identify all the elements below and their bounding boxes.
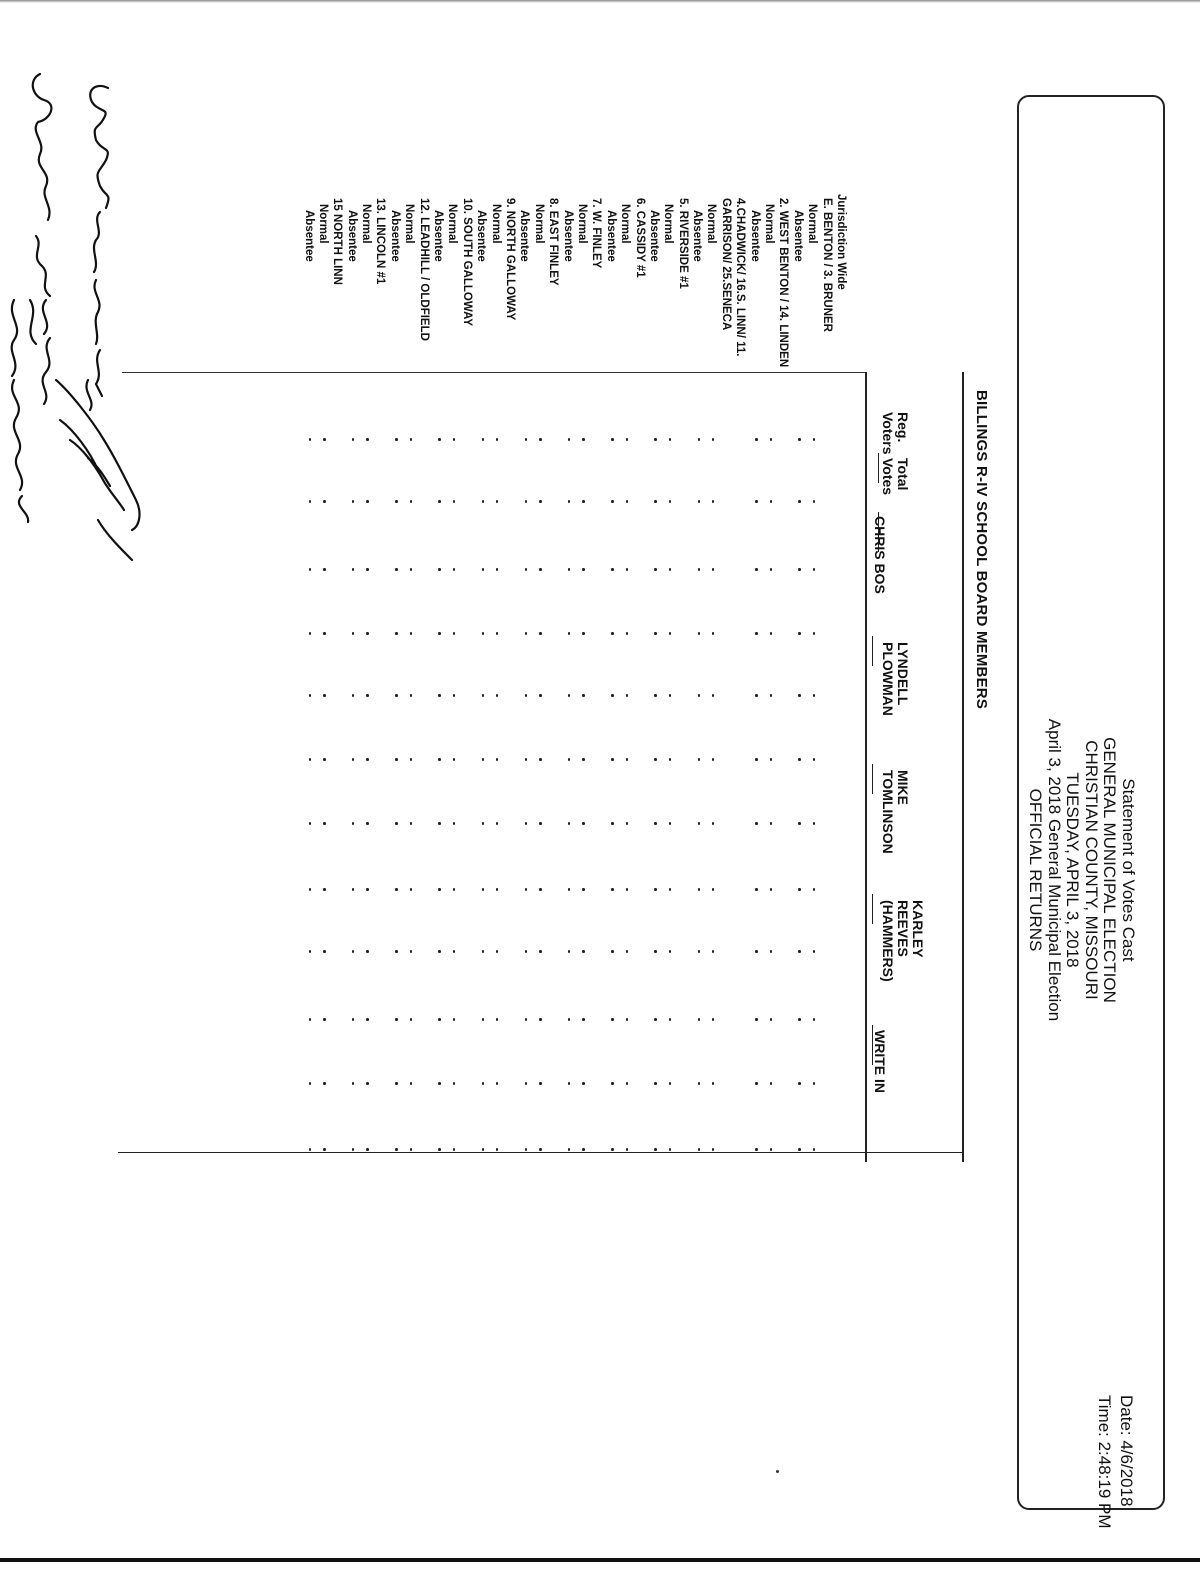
col-header-mike-tomlinson: MIKE TOMLINSON [880, 770, 911, 854]
row-label: 6. CASSIDY #1 [633, 198, 646, 278]
row-label: Normal [662, 204, 675, 244]
row-label: 12. LEADHILL / OLDFIELD [417, 198, 430, 341]
col-header-karley-reeves: KARLEY REEVES (HAMMERS) [880, 900, 926, 982]
title-line: TUESDAY, APRIL 3, 2018 [1063, 772, 1083, 968]
row-label: Absentee [691, 210, 704, 262]
row-label: Absentee [475, 210, 488, 262]
row-label: 2. WEST BENTON / 14. LINDEN [777, 198, 790, 368]
row-label: Normal [403, 204, 416, 244]
row-label: Absentee [791, 210, 804, 262]
row-label: Normal [763, 204, 776, 244]
row-label: 5. RIVERSIDE #1 [676, 198, 689, 289]
row-label: 4.CHADWICK/ 16.S. LINN/ 11. [734, 198, 747, 357]
row-label: Absentee [302, 210, 315, 262]
scan-speck [776, 1470, 779, 1473]
row-label: 13. LINCOLN #1 [374, 198, 387, 285]
row-label: 7. W. FINLEY [590, 198, 603, 269]
row-label: 15 NORTH LINN [331, 198, 344, 285]
title-line: April 3, 2018 General Municipal Election [1045, 718, 1064, 1022]
row-label: E. BENTON / 3. BRUNER [820, 198, 833, 332]
title-line: CHRISTIAN COUNTY, MISSOURI [1082, 740, 1101, 1000]
row-label: Normal [575, 204, 588, 244]
col-header-write-in: WRITE IN [872, 1030, 888, 1093]
row-label: 8. EAST FINLEY [547, 198, 560, 286]
row-label: Absentee [604, 210, 617, 262]
row-label: Normal [360, 204, 373, 244]
col-header-total-votes: Total Votes [880, 458, 911, 496]
report-time: Time: 2:48:19 PM [1095, 1395, 1114, 1529]
row-label: Normal [619, 204, 632, 244]
title-line: GENERAL MUNICIPAL ELECTION [1100, 737, 1120, 1003]
col-header-reg-voters: Reg. Voters [880, 412, 911, 455]
row-label: Absentee [388, 210, 401, 262]
row-label: Absentee [432, 210, 445, 262]
row-label: Normal [806, 204, 819, 244]
title-line: OFFICIAL RETURNS [1026, 788, 1046, 952]
report-date: Date: 4/6/2018 [1117, 1395, 1136, 1507]
row-label: Absentee [647, 210, 660, 262]
row-label: 9. NORTH GALLOWAY [504, 198, 517, 321]
row-label: Normal [489, 204, 502, 244]
row-label: Normal [532, 204, 545, 244]
row-label: 10. SOUTH GALLOWAY [460, 198, 473, 327]
row-label: Absentee [561, 210, 574, 262]
row-label: Normal [446, 204, 459, 244]
scan-bottom-edge [0, 1558, 1200, 1562]
row-label: Normal [316, 204, 329, 244]
title-line: Statement of Votes Cast [1119, 778, 1138, 962]
race-title: BILLINGS R-IV SCHOOL BOARD MEMBERS [973, 390, 990, 710]
col-header-lyndell-plowman: LYNDELL PLOWMAN [880, 642, 911, 716]
col-header-chris-bos: CHRIS BOS [872, 516, 888, 594]
row-label: Normal [705, 204, 718, 244]
row-label: Jurisdiction Wide [835, 194, 847, 290]
row-label: GARRISON/ 25.SENECA [719, 198, 732, 331]
row-label: Absentee [748, 210, 761, 262]
row-label: Absentee [345, 210, 358, 262]
row-label: Absentee [518, 210, 531, 262]
